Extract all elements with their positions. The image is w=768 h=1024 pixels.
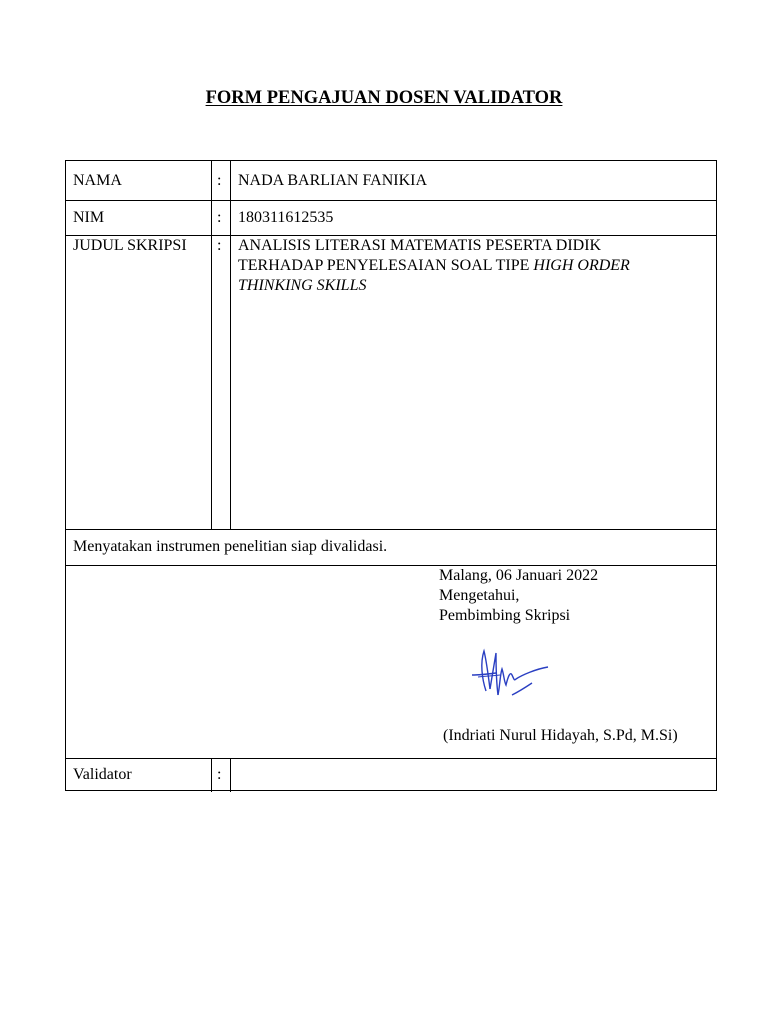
judul-line-2-normal: TERHADAP PENYELESAIAN SOAL TIPE: [238, 257, 534, 274]
row-divider: [66, 200, 716, 201]
judul-line-2-italic: HIGH ORDER: [533, 257, 630, 274]
judul-value: [238, 236, 630, 296]
column-divider: [211, 161, 212, 529]
nim-separator: :: [217, 209, 222, 226]
nim-value: 180311612535: [238, 209, 334, 226]
row-divider: [66, 758, 716, 759]
judul-line-2: [238, 256, 630, 276]
signer-name: (Indriati Nurul Hidayah, S.Pd, M.Si): [443, 727, 678, 744]
judul-line-1: ANALISIS LITERASI MATEMATIS PESERTA DIDIK: [238, 237, 602, 254]
nama-value: NADA BARLIAN FANIKIA: [238, 172, 428, 189]
statement-text: Menyatakan instrumen penelitian siap divalidasi.: [73, 538, 388, 555]
validator-label: Validator: [73, 766, 132, 783]
nama-label: NAMA: [73, 172, 122, 189]
acknowledged-text: Mengetahui,: [439, 587, 520, 604]
row-divider: [66, 565, 716, 566]
judul-line-3: THINKING SKILLS: [238, 277, 367, 294]
row-divider: [66, 529, 716, 530]
validator-separator: :: [217, 766, 222, 783]
form-title: FORM PENGAJUAN DOSEN VALIDATOR: [205, 88, 563, 108]
nim-label: NIM: [73, 209, 105, 226]
column-divider: [211, 758, 212, 792]
judul-separator: :: [217, 237, 222, 254]
place-date: Malang, 06 Januari 2022: [439, 567, 599, 584]
column-divider: [230, 161, 231, 529]
column-divider: [230, 758, 231, 792]
nama-separator: :: [217, 172, 222, 189]
judul-label: JUDUL SKRIPSI: [73, 237, 187, 254]
approval-block: [439, 566, 598, 626]
signature-icon: [466, 645, 556, 705]
form-table: [65, 160, 717, 791]
supervisor-role: Pembimbing Skripsi: [439, 607, 571, 624]
